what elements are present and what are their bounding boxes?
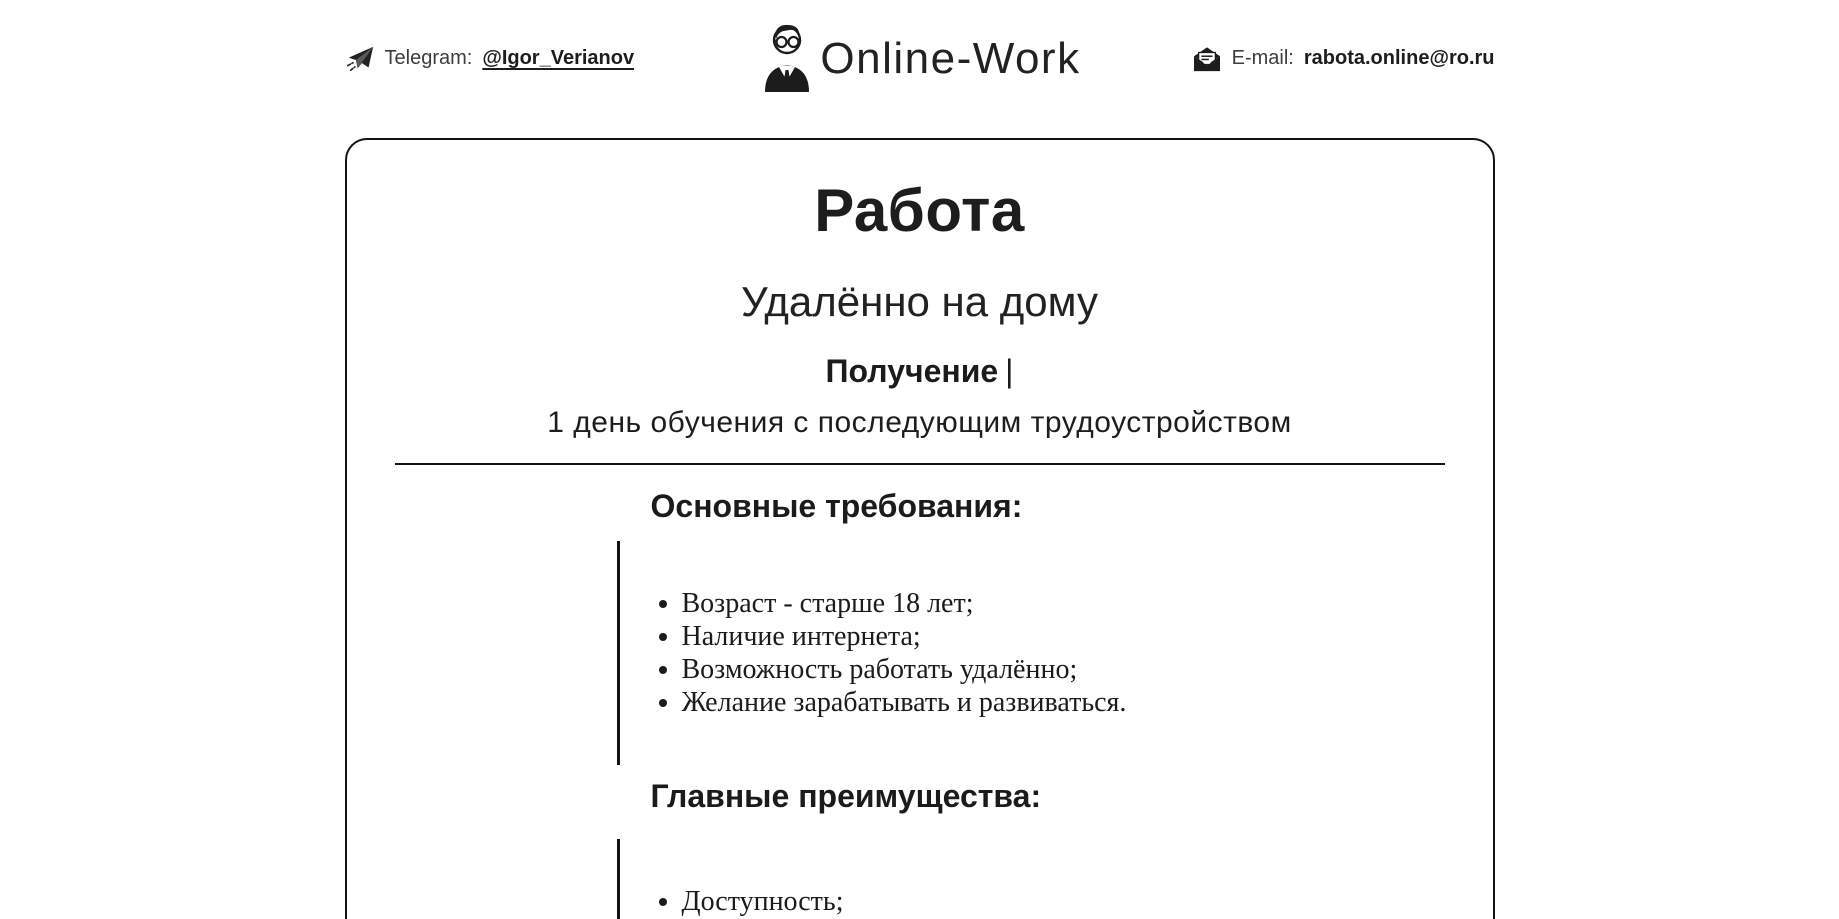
typing-cursor: | bbox=[1005, 353, 1014, 389]
sections bbox=[395, 487, 1445, 919]
email-contact bbox=[1192, 46, 1495, 72]
telegram-contact bbox=[345, 44, 635, 74]
logo-text: Online-Work bbox=[820, 33, 1081, 83]
typed-line bbox=[395, 352, 1445, 390]
page-container bbox=[345, 0, 1495, 919]
page-title: Работа bbox=[814, 177, 1025, 244]
advantages-list-box bbox=[617, 839, 1445, 919]
email-address-link[interactable]: rabota.online@ro.ru bbox=[1303, 47, 1495, 69]
envelope-icon bbox=[1192, 46, 1222, 72]
list-item: • Наличие интернета; bbox=[682, 620, 1445, 653]
telegram-label: Telegram: bbox=[384, 47, 473, 69]
list-item: • Возраст - старше 18 лет; bbox=[682, 587, 1445, 620]
job-card bbox=[345, 138, 1495, 919]
requirements-list-box bbox=[617, 541, 1445, 765]
divider bbox=[395, 463, 1445, 465]
logo bbox=[758, 20, 1080, 97]
email-label: E-mail: bbox=[1231, 47, 1294, 69]
paper-plane-icon bbox=[345, 44, 375, 74]
list-item: • Желание зарабатывать и развиваться. bbox=[682, 686, 1445, 719]
typed-text: Получение bbox=[825, 353, 999, 389]
requirements-list bbox=[620, 587, 1445, 719]
section-heading-advantages: Главные преимущества: bbox=[650, 778, 1042, 814]
section-heading-requirements: Основные требования: bbox=[650, 488, 1023, 524]
subtitle: Удалённо на дому bbox=[741, 278, 1098, 325]
telegram-handle-link[interactable]: @Igor_Verianov bbox=[482, 47, 635, 69]
person-icon bbox=[758, 20, 816, 97]
tagline: 1 день обучения с последующим трудоустройством bbox=[547, 406, 1292, 439]
header bbox=[345, 0, 1495, 92]
list-item: • Доступность; bbox=[682, 885, 1445, 918]
list-item: • Возможность работать удалённо; bbox=[682, 653, 1445, 686]
advantages-list bbox=[620, 885, 1445, 918]
